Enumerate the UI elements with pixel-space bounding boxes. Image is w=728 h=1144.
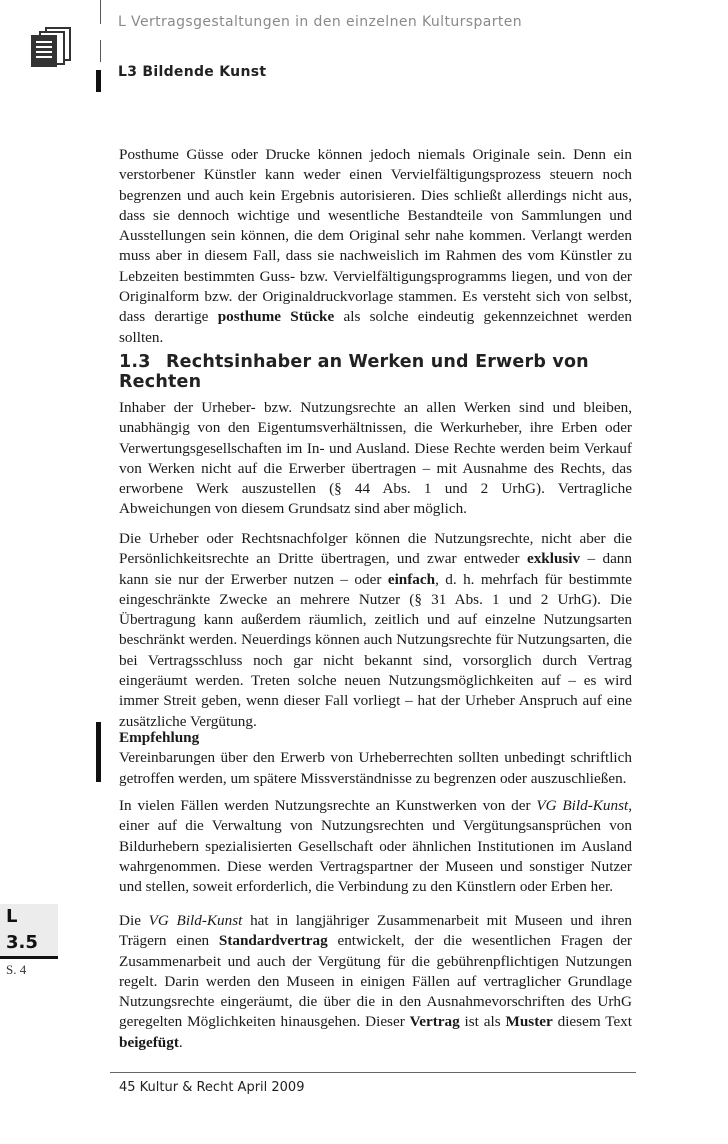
italic-term: VG Bild-Kunst — [148, 912, 243, 929]
margin-rule — [100, 0, 101, 24]
bold-term: exklusiv — [526, 550, 581, 568]
footer-text: 45 Kultur & Recht April 2009 — [119, 1080, 305, 1095]
recommendation-text: Vereinbarungen über den Erwerb von Urheberrechten sollten unbedingt schriftlich getroffen werden, um spätere Missverständnisse zu begrenzen oder auszuschließen. — [119, 749, 632, 787]
sidebar-page: S. 4 — [6, 962, 27, 977]
paragraph-text: In vielen Fällen werden Nutzungsrechte an Kunstwerken von der — [119, 797, 537, 814]
paragraph-rechtsinhaber: Inhaber der Urheber- bzw. Nutzungsrechte an allen Werken sind und bleiben, unabhängig von den Eigentumsverhältnissen, die Werkurheber, ihre Erben oder Verwertungsgesellschaften im In- und Ausland. Diese Rechte werden beim Verkauf von Werken nicht auf die Erwerber übertragen – mit Ausnahme des Rechts, das erworbene Werk auszustellen (§ 44 Abs. 1 und 2 UrhG). Vertragliche Abweichungen von diesem Grundsatz sind aber möglich. — [119, 399, 632, 518]
bold-term: einfach — [387, 570, 436, 588]
sidebar-number: 3.5 — [6, 932, 38, 953]
sidebar-letter: L — [6, 906, 18, 927]
paragraph-nutzungsrechte — [119, 529, 632, 732]
chapter-header: L Vertragsgestaltungen in den einzelnen Kultursparten — [118, 14, 523, 30]
bold-term: Vertrag — [409, 1013, 460, 1031]
section-heading — [119, 352, 639, 392]
paragraph-text: hat in langjähriger Zusammenarbeit mit Museen und ihren Trägern einen — [119, 912, 632, 950]
bold-term: Muster — [505, 1013, 553, 1031]
margin-rule-lower — [100, 40, 101, 62]
paragraph-text: entwickelt, der die wesentlichen Fragen der Zusammenarbeit und auch der Vergütung für die gebührenpflichtigen Nutzungen regelt. Darin werden den Museen in einigen Fällen auf vertraglicher Grundlage Nutzungsrechte eingeräumt, die über die in den Ausnahmevorschriften des UrhG geregelten Möglichkeiten hinausgehen. Dieser — [119, 932, 632, 1031]
recommendation-marker-bar — [96, 722, 101, 782]
paragraph-text: – dann kann sie nur der Erwerber nutzen – oder — [119, 550, 632, 588]
section-marker-bar — [96, 70, 101, 92]
paragraph-text: , d. h. mehrfach für bestimmte eingeschränkte Zwecke an mehrere Nutzer (§ 31 Abs. 1 und 2 UrhG). Die Übertragung kann außerdem räumlich, zeitlich und auf einzelne Nutzungsarten beschränkt werden. Neuerdings können auch Nutzungsrechte für Nutzungsarten, die bei Vertragsschluss noch gar nicht bekannt sind, vorsorglich durch Vertrag eingeräumt werden. Treten solche neuen Nutzungsmöglichkeiten auf – es wird immer Streit geben, wenn dieser Fall vorliegt – hat der Urheber Anspruch auf eine zusätzliche Vergütung. — [119, 570, 632, 730]
paragraph-text: . — [178, 1033, 183, 1051]
recommendation-title: Empfehlung — [119, 729, 200, 746]
recommendation — [119, 728, 632, 789]
bold-term: posthume Stücke — [217, 308, 335, 326]
footer-rule — [110, 1072, 636, 1073]
paragraph-text: Die Urheber oder Rechtsnachfolger können die Nutzungsrechte, nicht aber die Persönlichkeitsrechte an Dritte übertragen, und zwar entweder — [119, 530, 632, 568]
paragraph-text: Die — [119, 912, 149, 929]
sidebar-section-tab — [0, 904, 58, 958]
paragraph-text: Posthume Güsse oder Drucke können jedoch niemals Originale sein. Denn ein verstorbener Künstler kann weder einen Vervielfältigungsprozess steuern noch begrenzen und auch kein Ergebnis autorisieren. Dies schließt allerdings nicht aus, dass sie dennoch wichtige und wesentliche Bestandteile von Sammlungen und Ausstellungen sein können, die dem Original sehr nahe kommen. Verlangt werden muss aber in diesem Fall, dass sie nachweislich im Rahmen des vom Künstler zu Lebzeiten bestimmten Guss- bzw. Vervielfältigungsprogramms liegen, und von der Originalform bzw. der Originaldruckvorlage stammen. Es versteht sich von selbst, dass derartige — [119, 146, 632, 326]
paragraph-text: ist als — [459, 1013, 506, 1031]
paragraph-text: diesem Text — [552, 1013, 632, 1031]
sidebar-rule — [0, 956, 58, 959]
section-header: L3 Bildende Kunst — [118, 64, 267, 80]
bold-term: Standardvertrag — [218, 932, 328, 950]
section-number: 1.3 — [119, 352, 151, 372]
italic-term: VG Bild-Kunst — [536, 797, 629, 814]
paragraph-posthume — [119, 145, 632, 348]
bold-term: beigefügt — [119, 1033, 179, 1051]
section-title: Rechtsinhaber an Werken und Erwerb von Rechten — [119, 352, 589, 392]
paragraph-vg-bild-kunst — [119, 796, 632, 897]
paragraph-text: , einer auf die Verwaltung von Nutzungsrechten und Vergütungsansprüchen von Bildurhebern spezialisierten Gesellschaft oder ähnlichen Institutionen im Ausland wahrgenommen. Diese werden Vertragspartner der Museen und sonstiger Nutzer und stellen, soweit erforderlich, die Verbindung zu den Künstlern oder Erben her. — [119, 797, 632, 896]
paragraph-standardvertrag — [119, 911, 632, 1053]
document-stack-icon — [28, 26, 74, 68]
paragraph-text: als solche eindeutig gekennzeichnet werden sollten. — [119, 308, 632, 346]
